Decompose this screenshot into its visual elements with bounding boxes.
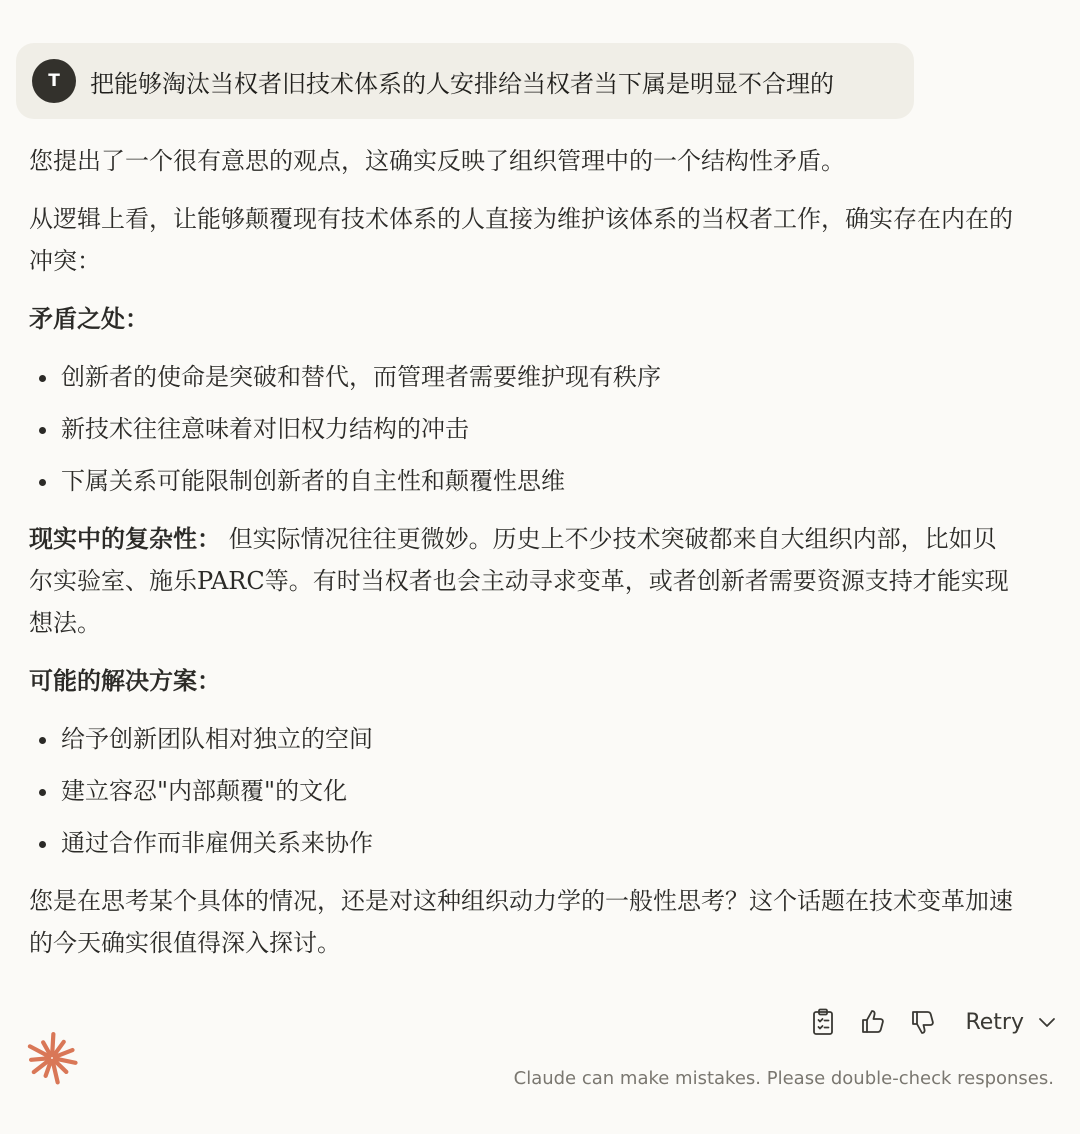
dislike-button[interactable] — [905, 1004, 941, 1040]
retry-label: Retry — [965, 1009, 1024, 1035]
reality-paragraph — [29, 518, 1019, 644]
list-item: 通过合作而非雇佣关系来协作 — [29, 822, 1019, 864]
like-button[interactable] — [855, 1004, 891, 1040]
chevron-down-icon — [1038, 1016, 1056, 1028]
list-item: 建立容忍"内部颠覆"的文化 — [29, 770, 1019, 812]
response-logic: 从逻辑上看，让能够颠覆现有技术体系的人直接为维护该体系的当权者工作，确实存在内在的冲突： — [29, 205, 1013, 275]
assistant-response — [29, 140, 1019, 980]
clipboard-icon — [810, 1008, 836, 1036]
list-item: 给予创新团队相对独立的空间 — [29, 718, 1019, 760]
list-item: 新技术往往意味着对旧权力结构的冲击 — [29, 408, 1019, 450]
disclaimer-text: Claude can make mistakes. Please double-check responses. — [513, 1068, 1054, 1089]
solutions-heading: 可能的解决方案： — [29, 666, 221, 695]
user-message-text: 把能够淘汰当权者旧技术体系的人安排给当权者当下属是明显不合理的 — [90, 69, 834, 98]
spark-ray — [31, 1058, 49, 1060]
retry-button[interactable] — [965, 1010, 1056, 1035]
contradiction-heading: 矛盾之处： — [29, 304, 149, 333]
user-message — [16, 43, 914, 119]
list-item: 创新者的使命是突破和替代，而管理者需要维护现有秩序 — [29, 356, 1019, 398]
user-avatar: T — [32, 59, 76, 103]
response-closing: 您是在思考某个具体的情况，还是对这种组织动力学的一般性思考？这个话题在技术变革加速的今天确实很值得深入探讨。 — [29, 887, 1013, 957]
solutions-list — [29, 718, 1019, 864]
thumbs-up-icon — [859, 1008, 887, 1036]
reality-text: 但实际情况往往更微妙。历史上不少技术突破都来自大组织内部，比如贝尔实验室、施乐PARC等。有时当权者也会主动寻求变革，或者创新者需要资源支持才能实现想法。 — [29, 525, 1009, 637]
copy-button[interactable] — [805, 1004, 841, 1040]
spark-ray — [52, 1034, 53, 1055]
list-item: 下属关系可能限制创新者的自主性和颠覆性思维 — [29, 460, 1019, 502]
contradiction-list — [29, 356, 1019, 502]
reality-heading: 现实中的复杂性： — [29, 524, 221, 553]
message-actions — [791, 1000, 1056, 1044]
thumbs-down-icon — [909, 1008, 937, 1036]
claude-spark-icon — [24, 1030, 80, 1086]
response-intro: 您提出了一个很有意思的观点，这确实反映了组织管理中的一个结构性矛盾。 — [29, 147, 845, 175]
